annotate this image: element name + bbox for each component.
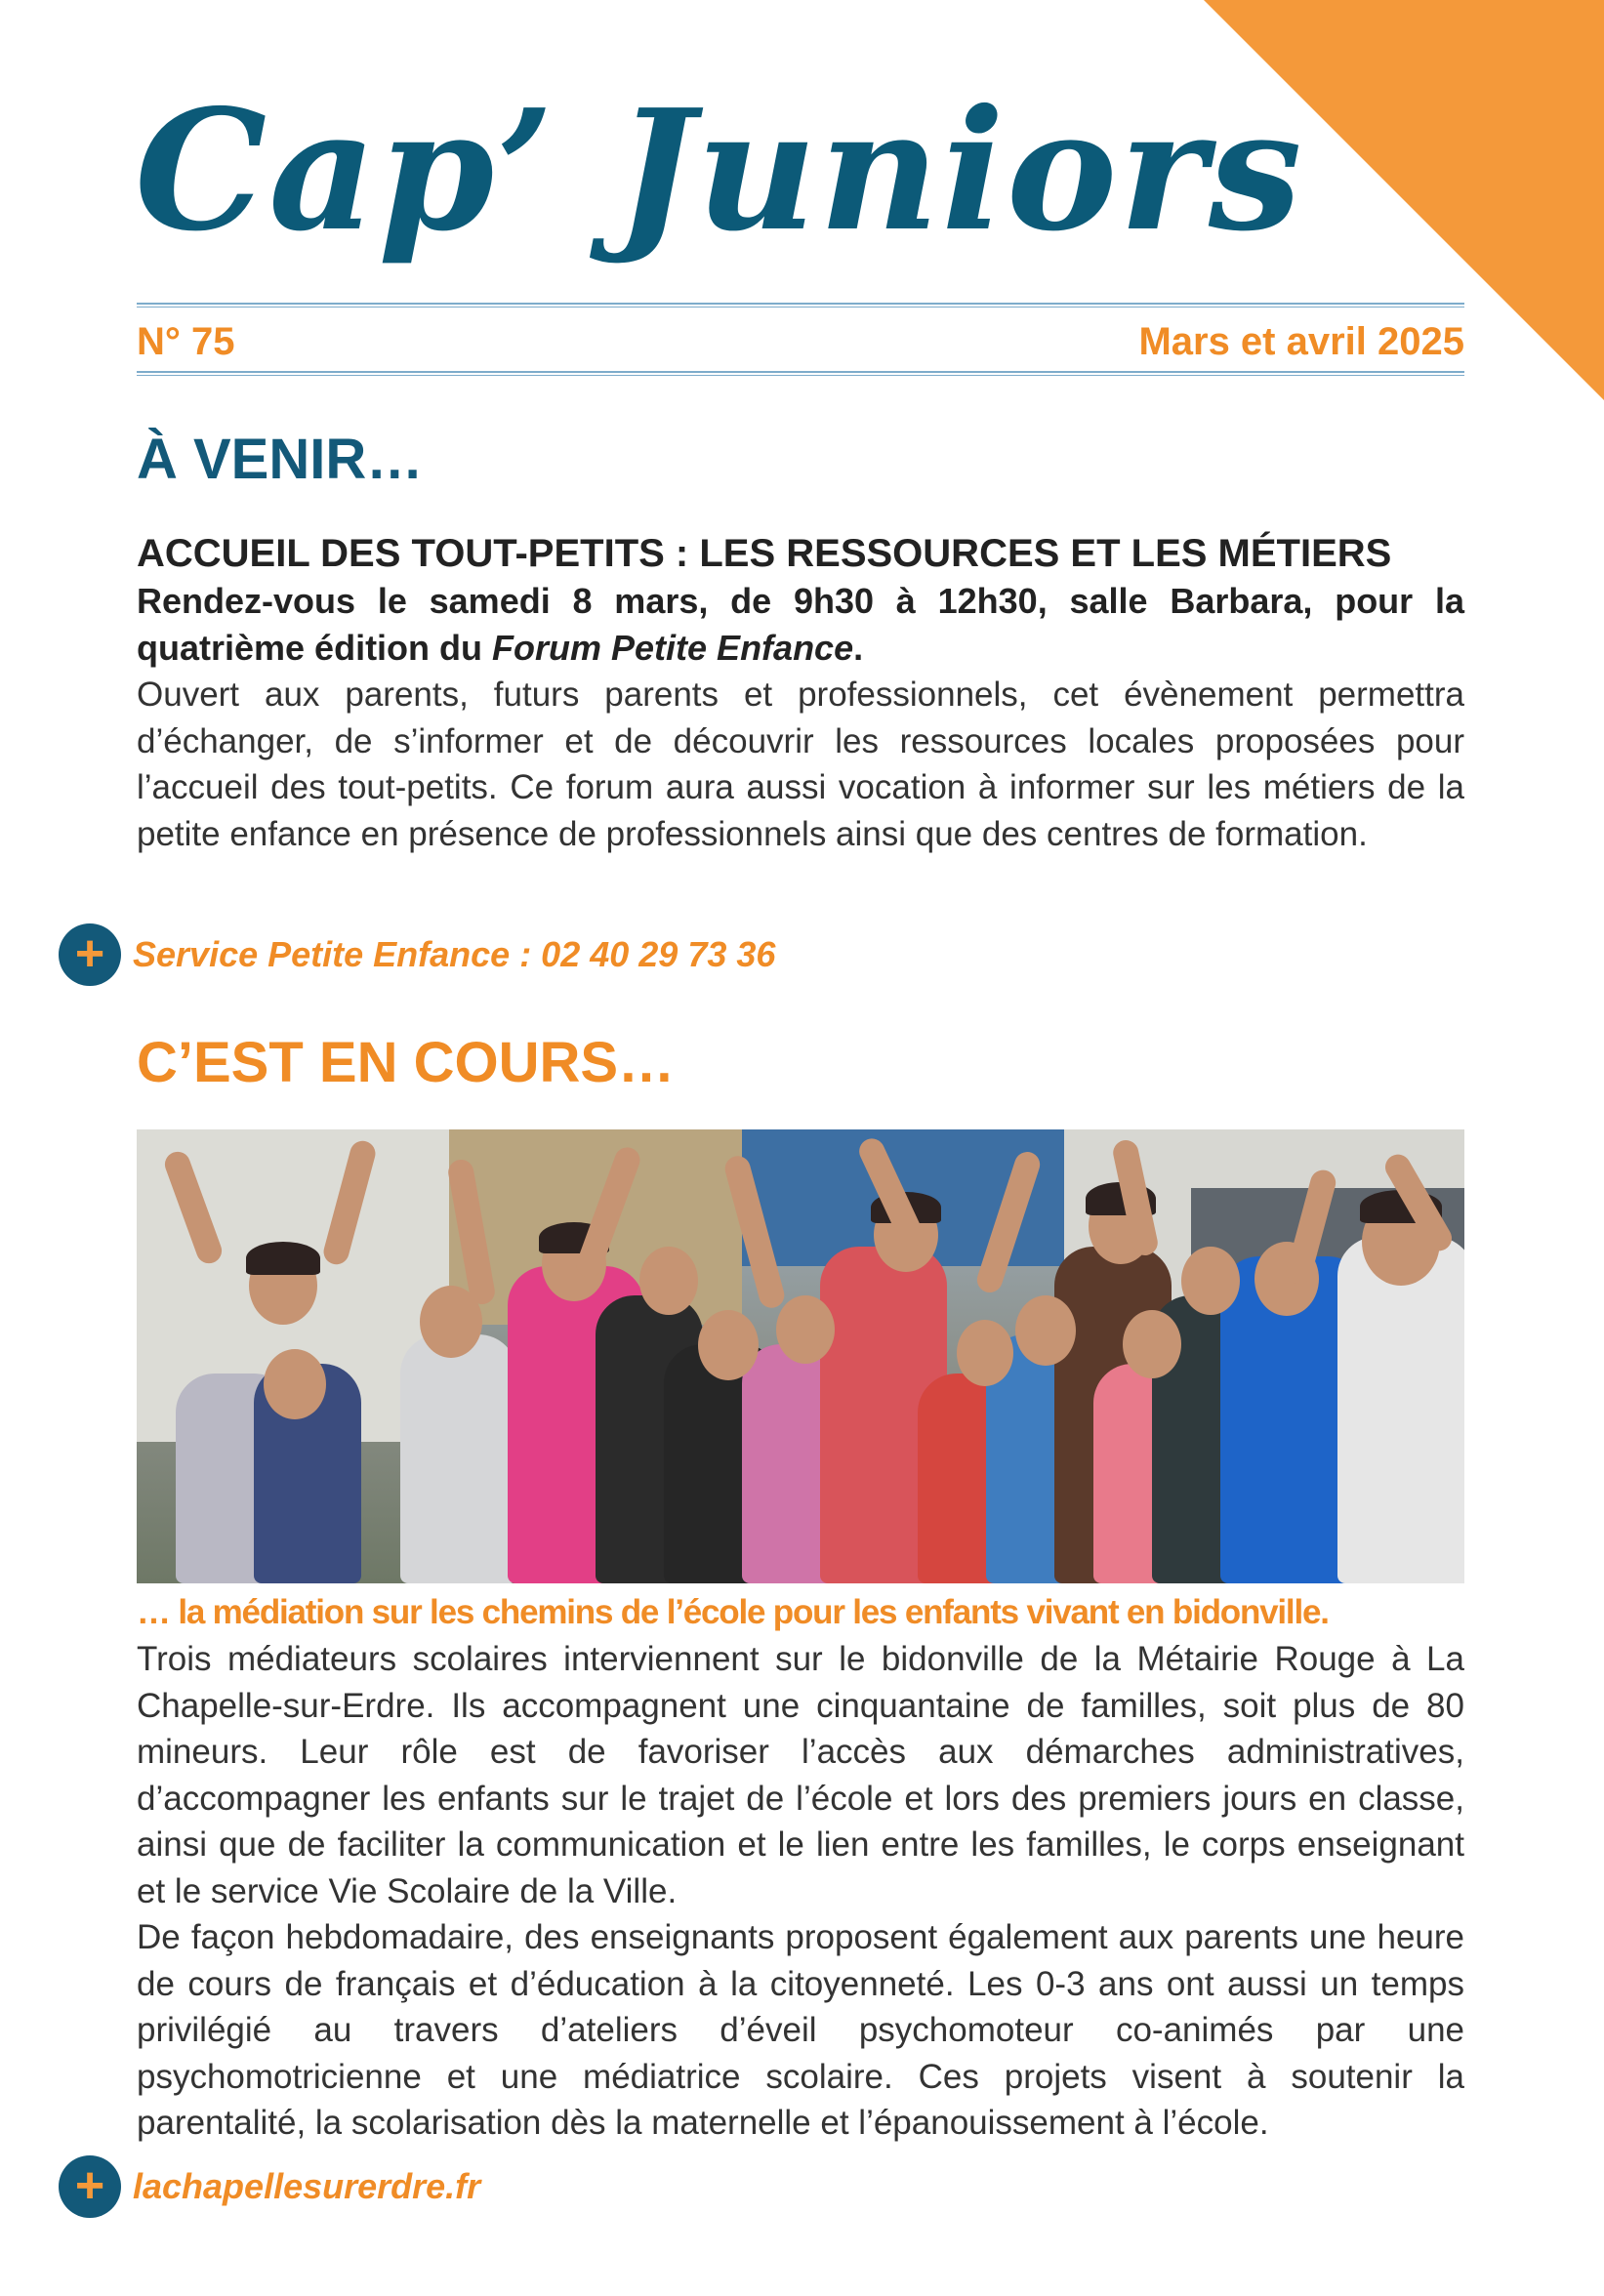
header-rule-top-thin: [137, 307, 1464, 308]
header-rule-bottom: [137, 371, 1464, 373]
issue-number: N° 75: [137, 320, 235, 363]
more-info-ongoing: [59, 2155, 480, 2218]
photo-caption: … la médiation sur les chemins de l’école pour les enfants vivant en bidonville.: [137, 1593, 1329, 1631]
masthead-title: Cap’ Juniors: [135, 73, 1304, 268]
more-info-upcoming: [59, 923, 775, 986]
lead-line-2-text: quatrième édition du: [137, 628, 493, 668]
section-title-ongoing: C’EST EN COURS…: [137, 1031, 676, 1094]
plus-circle-icon: +: [59, 2155, 121, 2218]
header-rule-bottom-thin: [137, 375, 1464, 376]
lead-line-2-end: .: [853, 628, 864, 668]
lead-line-2: [137, 625, 1464, 672]
website-link[interactable]: lachapellesurerdre.fr: [133, 2166, 481, 2206]
article-upcoming: [137, 529, 1464, 857]
group-photo: [137, 1129, 1464, 1583]
issue-date: Mars et avril 2025: [1138, 320, 1464, 363]
header-rule-top: [137, 303, 1464, 305]
lead-line-1: Rendez-vous le samedi 8 mars, de 9h30 à 12h30, salle Barbara, pour la: [137, 581, 1464, 621]
more-info-contact: Service Petite Enfance : 02 40 29 73 36: [133, 934, 776, 974]
article-ongoing: [137, 1589, 1464, 2147]
article-body: Ouvert aux parents, futurs parents et professionnels, cet évènement permettra d’échanger, de s’informer et de découvrir les ressources locales proposées pour l’accueil des tout-petits. Ce forum aura aussi vocation à informer sur les métiers de la petite enfance en présence de professionnels ainsi que des centres de formation.: [137, 676, 1464, 853]
section-title-upcoming: À VENIR…: [137, 428, 424, 491]
article-title: ACCUEIL DES TOUT-PETITS : LES RESSOURCES ET LES MÉTIERS: [137, 532, 1392, 575]
article-body-p2: De façon hebdomadaire, des enseignants proposent également aux parents une heure de cours de français et d’éducation à la citoyenneté. Les 0-3 ans ont aussi un temps privilégié au travers d’ateliers d’éveil psychomoteur co-animés par une psychomotricienne et une médiatrice scolaire. Ces projets visent à soutenir la parentalité, la scolarisation dès la maternelle et l’épanouissement à l’école.: [137, 1918, 1464, 2142]
plus-circle-icon: +: [59, 923, 121, 986]
article-lead: [137, 578, 1464, 672]
issue-bar: [137, 314, 1464, 369]
event-name: Forum Petite Enfance: [492, 628, 854, 668]
article-body-p1: Trois médiateurs scolaires interviennent sur le bidonville de la Métairie Rouge à La Chapelle-sur-Erdre. Ils accompagnent une cinquantaine de familles, soit plus de 80 mineurs. Leur rôle est de favoriser l’accès aux démarches administratives, d’accompagner les enfants sur le trajet de l’école et lors des premiers jours en classe, ainsi que de faciliter la communication et le lien entre les familles, le corps enseignant et le service Vie Scolaire de la Ville.: [137, 1640, 1464, 1910]
